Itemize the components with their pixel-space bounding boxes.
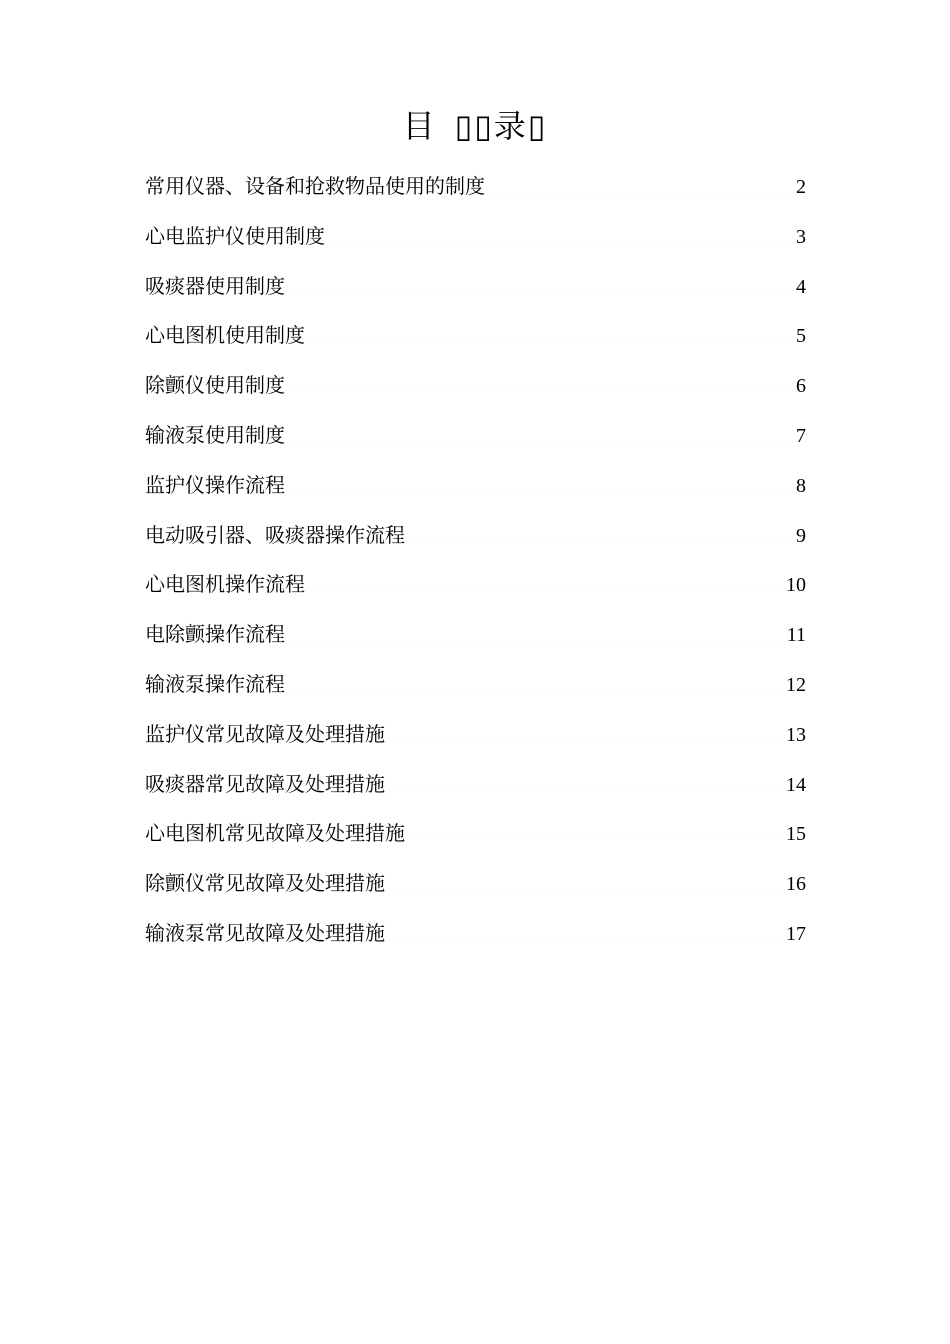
toc-dot-leader [411,518,796,542]
toc-entry[interactable] [145,315,806,365]
toc-entry-page: 7 [796,424,806,447]
toc-dot-leader [391,767,786,791]
toc-entry[interactable] [145,664,806,714]
toc-entry-page: 13 [786,723,806,746]
toc-dot-leader [411,816,786,840]
toc-dot-leader [291,468,796,492]
toc-entry-label: 常用仪器、设备和抢救物品使用的制度 [145,174,485,198]
toc-entry-label: 监护仪操作流程 [145,472,285,497]
toc-dot-leader [291,418,796,442]
toc-list [145,166,806,963]
toc-entry[interactable] [145,614,806,664]
toc-entry-page: 16 [786,873,806,896]
toc-entry-page: 11 [786,624,806,647]
toc-entry-label: 输液泵常见故障及处理措施 [145,920,385,945]
toc-entry-page: 9 [796,524,806,547]
toc-entry[interactable] [145,714,806,764]
toc-entry[interactable] [145,863,806,913]
toc-entry-label: 监护仪常见故障及处理措施 [145,721,385,746]
toc-dot-leader [491,169,796,193]
toc-entry-page: 3 [796,225,806,248]
toc-dot-leader [331,219,796,243]
toc-title: 目 ▯▯录▯ [402,107,548,145]
toc-entry-page: 2 [796,176,806,198]
toc-entry-label: 吸痰器使用制度 [145,273,285,298]
toc-entry-page: 5 [796,325,806,348]
toc-entry-page: 4 [796,275,806,298]
toc-entry-label: 心电图机使用制度 [145,323,305,348]
toc-dot-leader [291,368,796,392]
toc-entry-label: 心电图机常见故障及处理措施 [145,821,405,846]
toc-entry-label: 心电图机操作流程 [145,572,305,597]
toc-entry-page: 12 [786,673,806,696]
toc-entry-page: 8 [796,474,806,497]
toc-dot-leader [391,916,786,940]
toc-entry-page: 15 [786,823,806,846]
toc-dot-leader [391,866,786,890]
toc-entry[interactable] [145,764,806,814]
toc-entry-label: 输液泵使用制度 [145,422,285,447]
toc-entry[interactable] [145,913,806,963]
toc-entry-label: 除颤仪常见故障及处理措施 [145,871,385,896]
toc-entry-label: 电动吸引器、吸痰器操作流程 [145,522,405,547]
toc-entry[interactable] [145,266,806,316]
toc-entry[interactable] [145,166,806,216]
toc-entry[interactable] [145,216,806,266]
toc-entry-label: 电除颤操作流程 [145,622,285,647]
toc-entry-page: 17 [786,922,806,945]
toc-entry[interactable] [145,365,806,415]
toc-entry-label: 输液泵操作流程 [145,671,285,696]
toc-dot-leader [311,567,786,591]
toc-dot-leader [291,269,796,293]
toc-entry-page: 6 [796,375,806,398]
toc-dot-leader [311,318,796,342]
toc-entry-label: 吸痰器常见故障及处理措施 [145,771,385,796]
toc-entry[interactable] [145,564,806,614]
toc-entry-page: 10 [786,574,806,597]
toc-entry[interactable] [145,813,806,863]
toc-entry-label: 除颤仪使用制度 [145,373,285,398]
toc-dot-leader [291,617,787,641]
toc-dot-leader [391,717,786,741]
toc-entry-page: 14 [786,773,806,796]
toc-entry[interactable] [145,465,806,515]
toc-dot-leader [291,667,786,691]
toc-entry[interactable] [145,515,806,565]
toc-entry-label: 心电监护仪使用制度 [145,223,325,248]
toc-entry[interactable] [145,415,806,465]
